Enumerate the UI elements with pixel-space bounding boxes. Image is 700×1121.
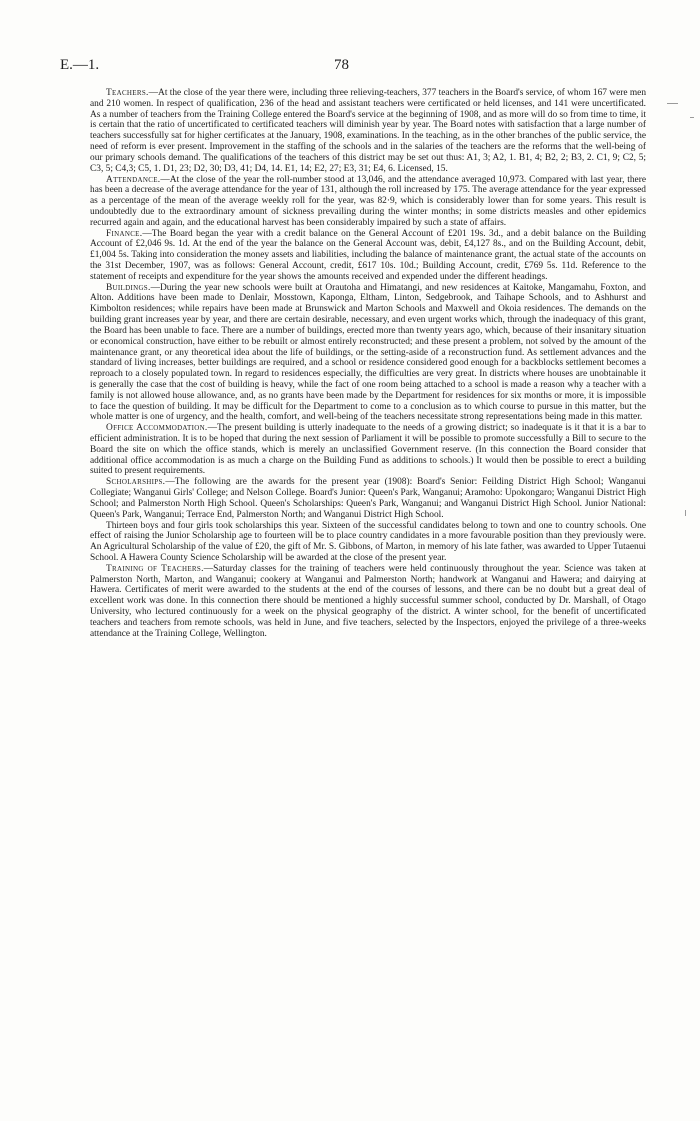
section-heading: Teachers. [106,88,149,98]
margin-mark [690,117,694,118]
section-heading: Office Accommodation. [106,423,208,434]
section-heading: Training of Teachers. [106,563,204,574]
report-reference: E.—1. [60,57,100,73]
section-heading: Finance. [106,228,143,239]
paragraph-text: —At the close of the year there were, including three relieving-teachers, 377 teachers in the Board's service, of whom 167 were men and 210 women. In respect of qualification, 236 of the head and assistant teachers were certificated or held licenses, and 141 were uncertificated. As a number of teachers from the Training College entered the Board's service at the beginning of 1908, and as more will do so from time to time, it is certain that the ratio of uncertificated to certificated teachers will diminish year by year. The Board notes with satisfaction that a large number of teachers successfully sat for higher certificates at the January, 1908, examinations. In the teaching, as in the other branches of the public service, the need of reform is ever present. Improvement in the staffing of the schools and in the salaries of the teachers are the reforms that the well-being of our primary schools demand. The qualifications of the teachers of this district may be set out thus: A1, 3; A2, 1. B1, 4; B2, 2; B3, 2. C1, 9; C2, 5; C3, 5; C4,3; C5, 1. D1, 23; D2, 30; D3, 41; D4, 14. E1, 14; E2, 27; E3, 31; E4, 6. Licensed, 15. [90,88,647,174]
page-number: 78 [334,57,349,73]
paragraph-text: —The present building is utterly inadequate to the needs of a growing district; so inadequate is it that it is a bar to efficient administration. It is to be hoped that during the next session of Parliament it will be possible to promote successfully a Bill to secure to the Board the site on which the office stands, which is merely an unclassified Government reserve. (In this connection the Board consider that additional office accommodation is as much a charge on the Building Fund as additions to schools.) It would then be possible to erect a building suited to present requirements. [90,423,646,477]
paragraph-teachers [90,88,646,175]
report-body [90,88,646,639]
paragraph-attendance [90,175,646,229]
paragraph-text: —The Board began the year with a credit balance on the General Account of £201 19s. 3d., and a debit balance on the Building Account of £2,046 9s. 1d. At the end of the year the balance on the General Account was, debit, £4,127 8s., and on the Building Account, debit, £1,004 5s. Taking into consideration the money assets and liabilities, including the balance of maintenance grant, the actual state of the accounts on the 31st December, 1907, was as follows: General Account, credit, £617 10s. 10d.; Building Account, credit, £769 5s. 11d. Reference to the statement of receipts and expenditure for the year shows the amounts received and expended under the different headings. [90,228,646,282]
paragraph-text: —Saturday classes for the training of teachers were held continuously throughout the year. Science was taken at Palmerston North, Marton, and Wanganui; cookery at Wanganui and Palmerston North; handwork at Wanganui and Hawera; and dairying at Hawera. Certificates of merit were awarded to the students at the end of the courses of lessons, and there can be no doubt but a great deal of excellent work was done. In this connection there should be mentioned a highly successful summer school, conducted by Dr. Marshall, of Otago University, who lectured continuously for a week on the physical geography of the district. A winter school, for the benefit of uncertificated teachers and teachers from remote schools, was held in June, and five teachers, selected by the Inspectors, enjoyed the privilege of a three-weeks attendance at the Training College, Wellington. [90,563,647,639]
paragraph-buildings [90,283,646,424]
section-heading: Buildings. [106,282,151,293]
section-heading: Scholarships. [106,477,166,488]
paragraph-text: —At the close of the year the roll-number stood at 13,046, and the attendance averaged 10,973. Compared with last year, there has been a decrease of the average attendance for the year of 131, although the roll increased by 175. The average attendance for the year expressed as a percentage of the mean of the average weekly roll for the year, was 82·9, which is considerably lower than for some years. This result is undoubtedly due to the extraordinary amount of sickness prevailing during the winter months; in some districts measles and other epidemics recurred again and again, and the educational harvest has been considerably impaired by such a state of affairs. [90,174,646,228]
paragraph-text: Thirteen boys and four girls took scholarships this year. Sixteen of the successful candidates belong to town and one to country schools. One effect of raising the Junior Scholarship age to fourteen will be to place country candidates in a more favourable position than they previously were. An Agricultural Scholarship of the value of £20, the gift of Mr. S. Gibbons, of Marton, in memory of his late father, was awarded to Upper Tutaenui School. A Hawera County Science Scholarship will be awarded at the close of the present year. [90,520,646,563]
section-heading: Attendance. [106,174,161,185]
paragraph-training-of-teachers [90,564,646,640]
paragraph-finance [90,229,646,283]
paragraph-scholarships [90,477,646,520]
paragraph-text: —During the year new schools were built at Orautoha and Himatangi, and new residences at Kaitoke, Mangamahu, Foxton, and Alton. Additions have been made to Denlair, Mosstown, Kaponga, Eltham, Linton, Sedgebrook, and Taihape Schools, and to Ashhurst and Kimbolton residences; while repairs have been made at Brunswick and Marton Schools and Maxwell and Okoia residences. The demands on the building grant increases year by year, and there are certain desirable, necessary, and even urgent works which, through the inadequacy of this grant, the Board has been unable to face. There are a number of buildings, erected more than twenty years ago, which, because of their insanitary situation or economical construction, have either to be rebuilt or almost entirely reconstructed; and these present a problem, not solved by the amount of the maintenance grant, or any theoretical idea about the life of buildings, or the setting-aside of a reconstruction fund. As settlement advances and the standard of living increases, better buildings are required, and a school or residence considered good enough for a backblocks settlement becomes a reproach to a closely populated town. In regard to residences especially, the difficulties are very great. In districts where houses are unobtainable it is generally the case that the cost of building is heavy, while the fact of one room being attached to a school is made a reason why a teacher with a family is not allowed house allowance, and, as no grants have been made by the Department for residences for six months or more, it is impossible to face the question of building. It may be difficult for the Department to come to a conclusion as to which course to pursue in this matter, but the whole matter is one of urgency, and the health, comfort, and well-being of the teachers necessitate strong representations being made in this matter. [90,282,646,423]
paragraph-office-accommodation [90,423,646,477]
margin-mark [685,510,686,516]
margin-mark [667,103,678,104]
paragraph-scholarships-continued [90,521,646,564]
paragraph-text: —The following are the awards for the present year (1908): Board's Senior: Feilding District High School; Wanganui Collegiate; Wanganui Girls' College; and Nelson College. Board's Junior: Queen's Park, Wanganui; Aramoho: Upokongaro; Wanganui District High School; and Palmerston North High School. Queen's Scholarships: Queen's Park, Wanganui; and Wanganui District High School. Junior National: Queen's Park, Wanganui; Terrace End, Palmerston North; and Wanganui District High School. [90,477,646,520]
